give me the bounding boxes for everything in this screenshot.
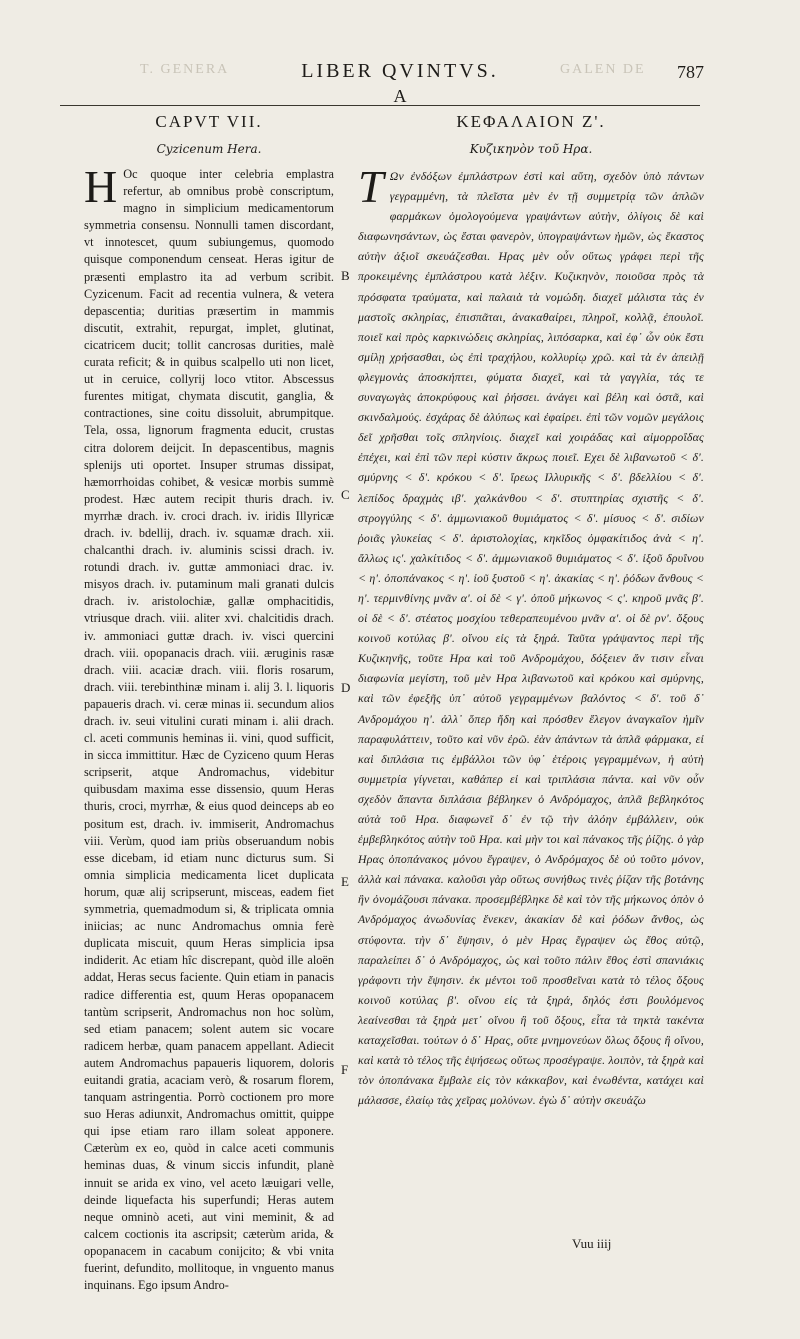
latin-chapter-title: CAPVT VII. <box>155 112 263 131</box>
greek-body-paragraph <box>358 161 704 1110</box>
show-through-text-left: T. GENERA <box>140 62 230 77</box>
margin-letter-d: D <box>341 680 351 695</box>
latin-body-text: Oc quoque inter celebria emplastra refertur, ab omnibus probè conscriptum, magno in simplicium medicamentorum symmetria consensu. Nonnulli tamen discordant, vt innotescet, quum subiungemus, quomodo quisque componendum censeat. Heras igitur de præsenti emplastro ita ad verbum scribit. Cyzicenum. Facit ad recentia vulnera, & vetera depascentia; duritias præsertim in mammis discutit, extrahit, repurgat, implet, glutinat, cicatricem ducit; tollit cancrosas durities, malè curata reficit; & in quibus scalpello uti non licet, ut in ceruice, collyrij loco vtitor. Abscessus furentes mitigat, chymata discutit, ganglia, & contractiones, sine coitu dissoluit, abrumpitque. Tela, ossa, lignorum fragmenta educit, crustas citra dolorem deijcit. In depascentibus, magnis splenijs uti oportet. Insuper strumas dissipat, hæmorrhoidas cohibet, & vesicæ morbis summè prodest. Hæc autem recipit thuris drach. iv. myrrhæ drach. iv. croci drach. iv. iridis Illyricæ drach. iv. bdellij, drach. iv. squamæ drach. xii. chalcanthi drach. iv. aluminis scissi drach. iv. rotundi drach. iv. guttæ ammoniaci drac. iv. misyos drach. iv. putaminum mali granati dulcis drach. iv. aristolochiæ, gallæ omphacitidis, vtriusque drach. viii. aliter xvi. chalcitidis drach. iv. ammoniaci guttæ drach. iv. visci quercini drach. viii. opopanacis drach. viii. æruginis rasæ drach. viii. acaciæ drach. viii. floris rosarum, drach. viii. terebinthinæ minam i. alij 3. l. liquoris papaueris drach. vi. ceræ minas ii. secundum alios drach. iv. seui vitulini curati minam i. alii drach. cl. aceti communis heminas ii. vini, quod sufficit, in sicca immittitur. Hæc de Cyziceno quum Heras scripserit, atque Andromachus, videbitur quibusdam maxima esse dissensio, quum Heras thuris, croci, myrrhæ, & eius quod deinceps ab eo positum est, drach. iv. immiserit, Andromachus viii. Verùm, quod iam priùs obseruandum nobis esse dicebam, id etiam nunc dicturus sum. Si omnia simplicia medicamenta licet duplicata horum, quæ alij scripserunt, misceas, eadem fiet symmetria, quemadmodum si, & triplicata omnia iniicias; ac nunc Andromachus omnia ferè duplicata miscuit, quum Heras simplicia ipsa indiderit. Ac etiam hîc discrepant, quòd ille aloën addat, Heras secus faciente. Quin etiam in panacis radice differentia est, quum Heras opopanacem tantùm scripserit, Andromachus non hoc solùm, sed etiam panacem; solent autem sic vocare radicem herbæ, quam panacem appellant. Adiecit autem Andromachus papaueris liquorem, doloris euitandi gratia, acaciam verò, & rosarum florem, tanquam astringentia. Porrò coctionem pro more suo Heras adiunxit, Andromachus omittit, quippe qui ipse etiam raro illam soleat apponere. Cæterùm ex eo, quòd in calce aceti communis heminas duas, & vinum siccis infundit, planè innuit se arida ex vino, vel aceto læuigari velle, deinde liquefacta his superfundi; Heras autem neque omninò aceti, aut vini meminit, & ad calcem coctionis ita ascripsit; cæterùm arida, & opopanacem in cacabum conijcito; & vbi vnita fuerint, defundito, mollitoque, in vnguento manus inquinans. Ego ipsum Andro- <box>84 167 334 1293</box>
header-rule <box>60 105 700 106</box>
margin-letter-c: C <box>341 487 350 502</box>
latin-drop-cap: H <box>84 161 118 212</box>
greek-chapter-title: ΚΕΦΑΛΑΙΟΝ Ζ'. <box>456 112 606 131</box>
greek-body-text: Ων ἐνδόξων ἐμπλάστρων ἐστὶ καὶ αὕτη, σχεδὸν ὑπὸ πάντων γεγραμμένη, τὰ πλεῖστα μὲν ἐν τῇ συμμετρίᾳ τῶν ἁπλῶν φαρμάκων ὁμολογούμενα γραψάντων αὐτὴν, ὀλίγοις δὲ καὶ διαφωνησάντων, ὡς ἔσται φανερὸν, ὑπογραψάντων ἡμῶν, ὡς ἕκαστος αὐτὴν ἀξιοῖ σκευάζεσθαι. Ηρας μὲν οὖν οὕτως γράφει περὶ τῆς προκειμένης ἐμπλάστρου κατὰ λέξιν. Κυζικηνὸν, ποιοῦσα πρὸς τὰ πρόσφατα τραύματα, καὶ παλαιὰ τὰ νομώδη. διαχεῖ μάλιστα τὰς ἐν μαστοῖς σκληρίας, ἐπισπᾶται, ἀνακαθαίρει, πληροῖ, κολλᾷ, ἐπουλοῖ. ποιεῖ καὶ πρὸς καρκινώδεις σκληρίας, λιπόσαρκα, καὶ ἐφ᾽ ὧν οὐκ ἔστι σμίλῃ χρήσασθαι, ὡς ἐπὶ τραχήλου, κολλυρίῳ χρῶ. καὶ τὰ ἐν ἀπειλῇ φλεγμονὰς ἀποσκήπτει, φύματα διαχεῖ, καὶ τὰ γαγγλία, τάς τε συναγωγὰς ἀποκρύφους καὶ ῥήσσει. ἀνάγει καὶ βέλη καὶ ὀστᾶ, καὶ σκινδαλμούς. ἐσχάρας δὲ ἀλύπως καὶ ἐφαίρει. ἐπὶ τῶν νομῶν μεγάλοις δεῖ χρῆσθαι τοῖς σπληνίοις. διαχεῖ καὶ χοιράδας καὶ αἱμορροΐδας ἐπέχει, καὶ ἐπὶ τῶν περὶ κύστιν ἄκρως ποιεῖ. Εχει δὲ λιβανωτοῦ < δ'. σμύρνης < δ'. κρόκου < δ'. ἴρεως Ιλλυρικῆς < δ'. βδελλίου < δ'. λεπίδος δραχμὰς ιβ'. χαλκάνθου < δ'. στυπτηρίας σχιστῆς < δ'. στρογγύλης < δ'. ἀμμωνιακοῦ θυμιάματος < δ'. μίσυος < δ'. σιδίων ῥοιᾶς γλυκείας < δ'. ἀριστολοχίας, κηκῖδος ὀμφακίτιδος ἀνὰ < η'. ἄλλως ις'. χαλκίτιδος < δ'. ἀμμωνιακοῦ θυμιάματος < δ'. ἰξοῦ δρυΐνου < η'. ὀποπάνακος < η'. ἰοῦ ξυστοῦ < η'. ἀκακίας < η'. ῥόδων ἄνθους < η'. τερμινθίνης μνᾶν α'. οἱ δὲ < γ'. ὀποῦ μήκωνος < ς'. κηροῦ μνᾶς β'. οἱ δὲ < δ'. στέατος μοσχίου τεθεραπευμένου μνᾶν α'. οἱ δὲ ρν'. ὄξους κοινοῦ κοτύλας β'. οἴνου εἰς τὰ ξηρά. Ταῦτα γράψαντος περὶ τῆς Κυζικηνῆς, τοῦτε Ηρα καὶ τοῦ Ανδρομάχου, δόξειεν ἄν τισιν εἶναι διαφωνία μεγίστη, τοῦ μὲν Ηρα λιβανωτοῦ καὶ κρόκου καὶ σμύρνης, καὶ τῶν ἐφεξῆς ὑπ᾽ αὐτοῦ γεγραμμένων βαλόντος < δ'. τοῦ δ᾽ Ανδρομάχου η'. ἀλλ᾽ ὅπερ ἤδη καὶ πρόσθεν ἔλεγον ἀναγκαῖον ἡμῖν παραφυλάττειν, τοῦτο καὶ νῦν ἐρῶ. ἐὰν ἁπάντων τὰ ἁπλᾶ φάρμακα, εἰ καὶ διπλάσια τις ἐμβάλλοι τῶν ὑφ᾽ ἑτέροις γεγραμμένων, ἡ αὐτὴ συμμετρία γίγνεται, καθάπερ εἰ καὶ τριπλάσια πάντα. καὶ νῦν οὖν σχεδὸν ἅπαντα διπλάσια βέβληκεν ὁ Ανδρόμαχος, ἁπλᾶ βεβληκότος αὐτὰ τοῦ Ηρα. διαφωνεῖ δ᾽ ἐν τῷ τὴν ἀλόην ἐμβάλλειν, οὐκ ἐμβεβληκότος αὐτὴν τοῦ Ηρα. καὶ μὴν τοι καὶ πάνακος τῆς ῥίζης. ὁ γὰρ Ηρας ὀποπάνακος μόνου ἔγραψεν, ὁ Ανδρόμαχος δὲ οὐ τοῦτο μόνον, ἀλλὰ καὶ πάνακα. καλοῦσι γὰρ οὕτως συνήθως τινὲς ῥίζαν τῆς βοτάνης ἣν ὀνομάζουσι πάνακα. προσεμβέβληκε δὲ καὶ τὸν τῆς μήκωνος ὀπὸν ὁ Ανδρόμαχος ἀνωδυνίας ἕνεκεν, ἀκακίαν δὲ καὶ ῥόδων ἄνθος, ὡς στύφοντα. τὴν δ᾽ ἕψησιν, ὁ μὲν Ηρας ἔγραψεν ὡς ἔθος αὐτῷ, παραλείπει δ᾽ ὁ Ανδρόμαχος, ὡς καὶ τοῦτο πάλιν ἔθος ἐστὶ σπανιάκις γράφοντι τὴν ἕψησιν. ἐκ μέντοι τοῦ προσθεῖναι κατὰ τὸ τέλος ὄξους κοινοῦ κοτύλας β'. οἴνου εἰς τὰ ξηρά, δηλός ἐστι βουλόμενος λεαίνεσθαι τὰ ξηρὰ μετ᾽ οἴνου ἢ τοῦ ὄξους, εἶτα τὰ τηκτὰ τακέντα καταχεῖσθαι. τούτων ὁ δ᾽ Ηρας, οὔτε μνημονεύων ὅλως ὄξους ἢ οἴνου, καὶ κατὰ τὸ τέλος τῆς ἑψήσεως οὕτως προσέγραψε. λοιπὸν, τὰ ξηρὰ καὶ τὸν ὀποπάνακα ἔμβαλε εἰς τὸν κάκκαβον, καὶ ἑνωθέντα, κατάχει καὶ μάλασσε, ἐλαίῳ τὰς χεῖρας μολύνων. ἐγὼ δ᾽ αὐτὴν σκευάζω <box>358 169 704 1108</box>
greek-column <box>358 112 704 1110</box>
running-title: LIBER QVINTVS. <box>301 60 499 82</box>
margin-letter-f: F <box>341 1062 349 1077</box>
latin-chapter-subtitle: Cyzicenum Hera. <box>156 142 262 156</box>
latin-column <box>84 112 334 1294</box>
margin-letter-e: E <box>341 874 349 889</box>
margin-letter-b: B <box>341 268 350 283</box>
latin-body-paragraph <box>84 161 334 1294</box>
page-number: 787 <box>677 62 704 82</box>
gathering-signature: Vuu iiij <box>572 1236 612 1251</box>
section-letter: A <box>393 86 407 106</box>
greek-chapter-subtitle: Κυζικηνὸν τοῦ Ηρα. <box>469 142 593 156</box>
show-through-text-right: GALEN DE <box>560 62 646 77</box>
greek-drop-cap: Τ <box>358 161 384 212</box>
